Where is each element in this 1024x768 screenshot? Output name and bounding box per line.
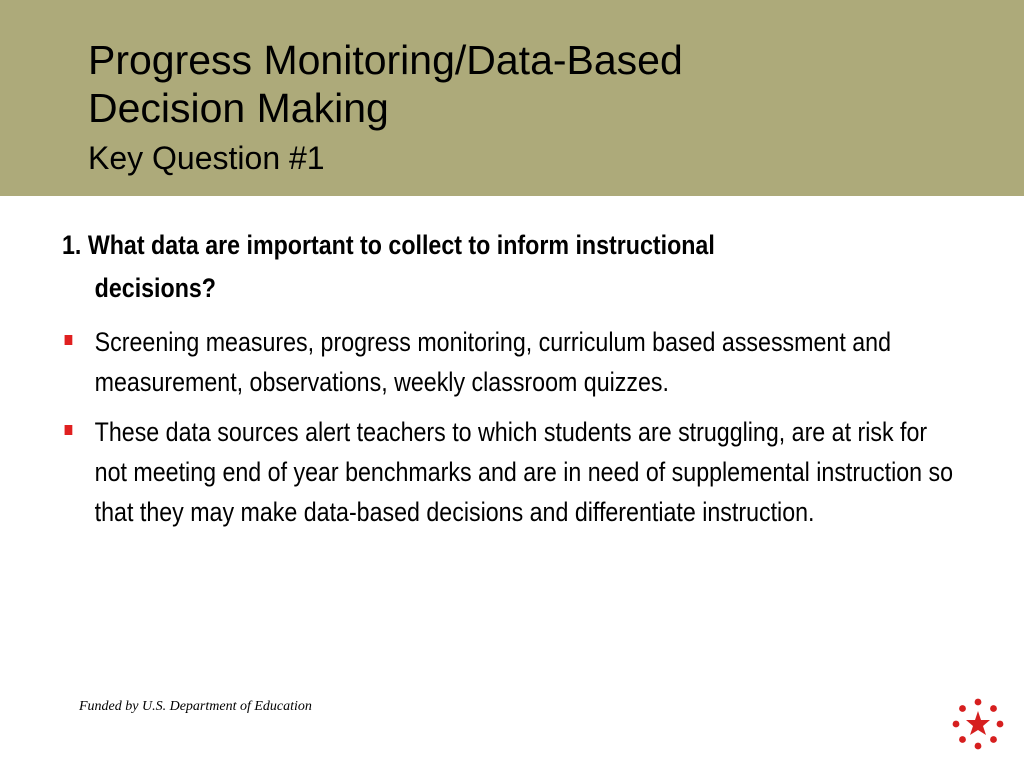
slide-content bbox=[62, 224, 962, 542]
slide-title-line2: Decision Making bbox=[88, 85, 389, 131]
slide-title-line1: Progress Monitoring/Data-Based bbox=[88, 37, 683, 83]
bullet-text: Screening measures, progress monitoring, curriculum based assessment and measurement, observations, weekly classroom quizzes. bbox=[94, 327, 891, 397]
red-star-people-circle-icon bbox=[953, 699, 1004, 750]
bullet-item bbox=[62, 322, 959, 402]
bullet-item bbox=[62, 412, 959, 532]
funding-footer: Funded by U.S. Department of Education bbox=[79, 699, 312, 714]
red-square-bullet-icon bbox=[65, 335, 73, 345]
slide-subtitle: Key Question #1 bbox=[88, 140, 325, 176]
logo-icon bbox=[952, 698, 1004, 750]
slide-title bbox=[88, 36, 683, 132]
bullet-list bbox=[62, 322, 962, 532]
red-square-bullet-icon bbox=[65, 425, 73, 435]
key-question: 1. What data are important to collect to inform instructional decisions? bbox=[62, 230, 715, 303]
bullet-text: These data sources alert teachers to which students are struggling, are at risk for not meeting end of year benchmarks and are in need of supplemental instruction so that they may make data-based decisions and differentiate instruction. bbox=[94, 417, 954, 527]
